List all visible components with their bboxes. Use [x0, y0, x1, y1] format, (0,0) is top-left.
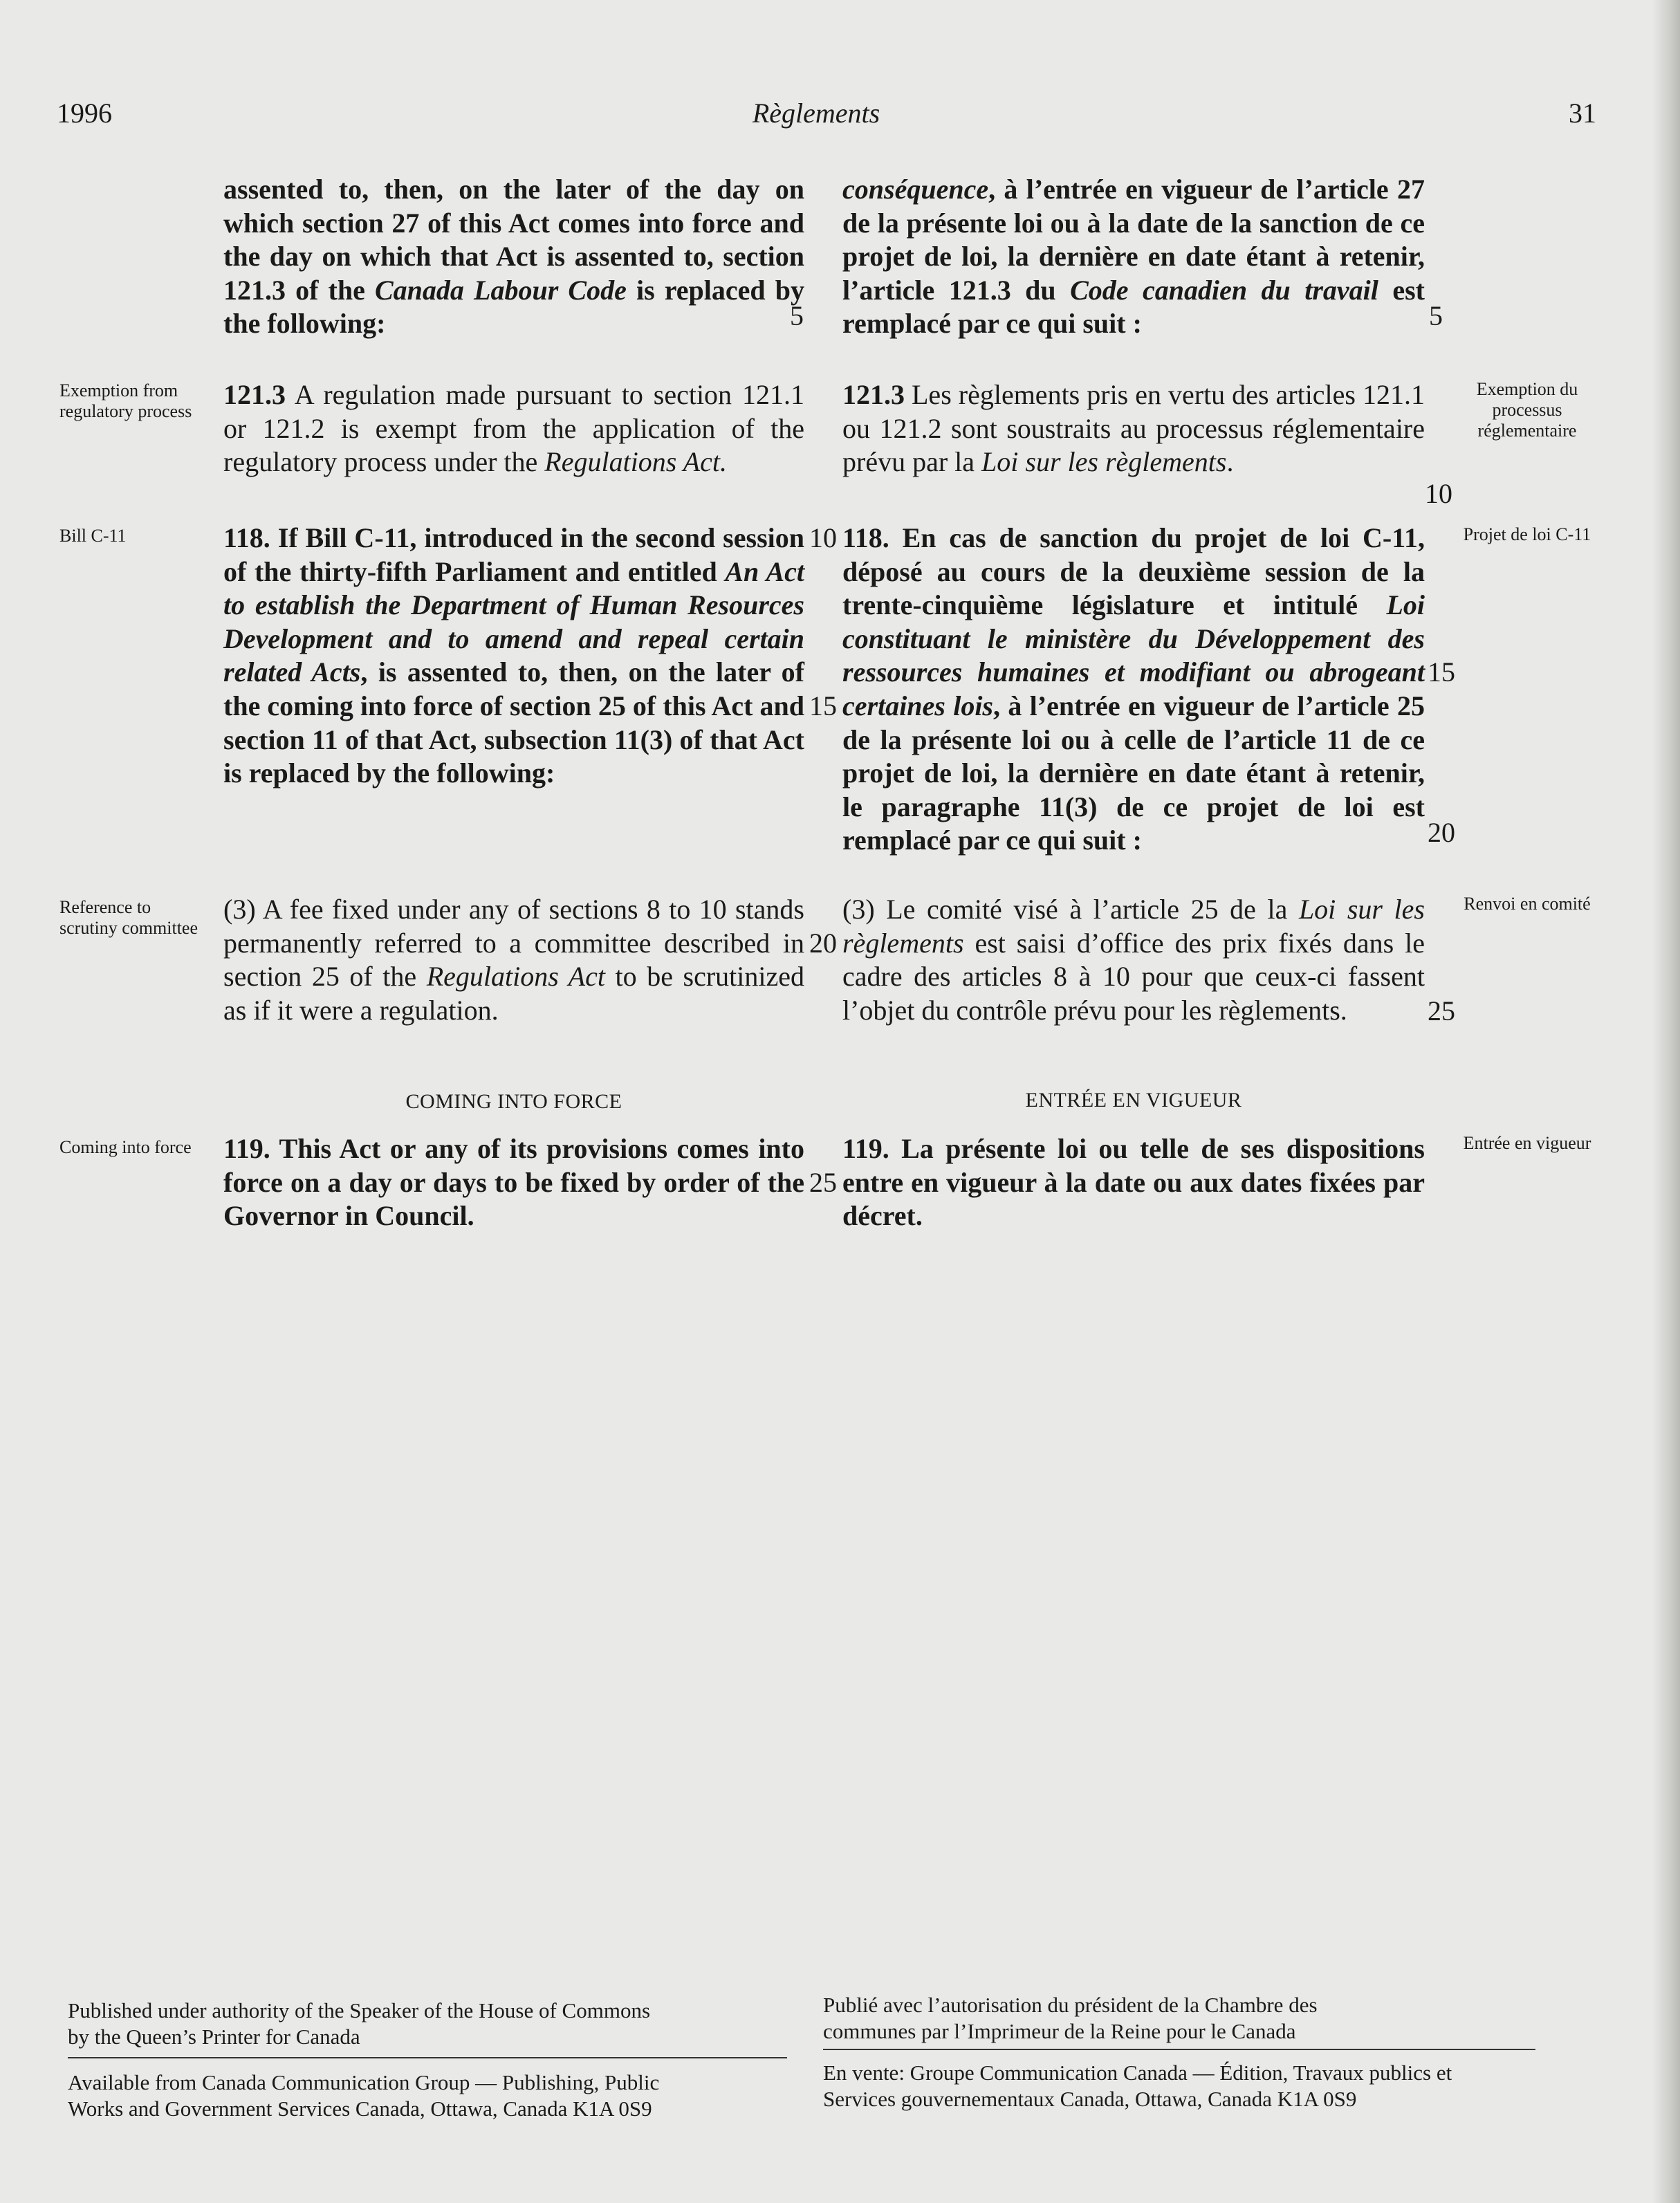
text-run: to be scrutinized as if it were a regulation. [223, 961, 804, 1026]
paragraph-en [223, 1132, 804, 1233]
text-run: is replaced by the following: [223, 274, 805, 340]
text-run: Les règlements pris en vertu des articles 121.1 ou 121.2 sont soustraits au processus réglementaire prévu par la [842, 379, 1425, 478]
text-run: Regulations Act [426, 961, 605, 993]
paragraph-en [223, 522, 804, 791]
footer-line: Available from Canada Communication Group — Publishing, Public [68, 2070, 660, 2094]
text-run: 118. En cas de sanction du projet de loi C-11, déposé au cours de la deuxième session de la trente-cinquième législature et intitulé [842, 522, 1425, 621]
margin-note-fr: Entrée en vigueur [1463, 1133, 1591, 1153]
paragraph-en [223, 893, 804, 1027]
text-run: Canada Labour Code [375, 274, 627, 306]
text-run: (3) A fee fixed under any of sections 8 to 10 stands permanently referred to a committee described in section 25 of the [223, 894, 804, 993]
line-number: 10 [809, 522, 837, 553]
footer-availability-en [68, 2070, 659, 2122]
footer-line: Works and Government Services Canada, Ottawa, Canada K1A 0S9 [68, 2096, 652, 2121]
footer-line: by the Queen’s Printer for Canada [68, 2025, 360, 2049]
margin-note-en: Coming into force [59, 1137, 192, 1157]
margin-note-fr: Projet de loi C-11 [1463, 524, 1591, 544]
footer-divider [823, 2049, 1535, 2050]
text-run: An Act to establish the Department of Human Resources Development and to amend and repeal certain related Acts [223, 555, 804, 688]
text-run: . [1226, 446, 1234, 478]
margin-note-en: Reference to scrutiny committee [59, 897, 199, 938]
text-run: 118. If Bill C-11, introduced in the second session of the thirty-fifth Parliament and entitled [223, 522, 804, 587]
footer-divider [68, 2057, 787, 2058]
text-run: (3) Le comité visé à l’article 25 de la [842, 894, 1299, 925]
text-run: , à l’entrée en vigueur de l’article 25 de la présente loi ou à celle de l’article 11 de ce projet de loi, la dernière en date étant à retenir, le paragraphe 11(3) de ce projet de loi est remplacé par ce qui suit : [842, 690, 1425, 856]
paragraph-en [223, 378, 804, 479]
paragraph-fr [842, 522, 1425, 858]
text-run: Loi sur les règlements [981, 446, 1227, 478]
text-run: est remplacé par ce qui suit : [842, 274, 1425, 340]
text-run: assented to, then, on the later of the day on which section 27 of this Act comes into force and the day on which that Act is assented to, section 121.3 of the [223, 174, 804, 306]
text-run: conséquence [842, 174, 989, 205]
text-run: Regulations Act. [544, 446, 727, 478]
margin-note-fr: Exemption du processus réglementaire [1476, 379, 1578, 441]
line-number: 15 [809, 690, 837, 721]
footer-availability-fr [823, 2060, 1452, 2112]
text-run: Code canadien du travail [1070, 274, 1378, 306]
footer-line: En vente: Groupe Communication Canada — Édition, Travaux publics et [823, 2061, 1452, 2085]
header-year: 1996 [57, 98, 112, 129]
line-number: 20 [809, 928, 837, 959]
text-run: Loi sur les règlements [842, 894, 1425, 959]
footer-line: communes par l’Imprimeur de la Reine pour le Canada [823, 2019, 1296, 2043]
footer-publisher-en [68, 1998, 650, 2050]
text-run: , is assented to, then, on the later of the coming into force of section 25 of this Act and section 11 of that Act, subsection 11(3) of that Act is replaced by the following: [223, 656, 804, 789]
text-run: 121.3 [223, 379, 286, 410]
footer-publisher-fr [823, 1992, 1318, 2045]
paragraph-fr [842, 173, 1425, 341]
section-heading-en: COMING INTO FORCE [405, 1090, 622, 1113]
section-heading-fr: ENTRÉE EN VIGUEUR [1025, 1089, 1242, 1112]
line-number: 20 [1428, 817, 1455, 848]
text-run: 121.3 [842, 379, 905, 410]
text-run: 119. This Act or any of its provisions comes into force on a day or days to be fixed by order of the Governor in Council. [223, 1133, 804, 1232]
footer-line: Services gouvernementaux Canada, Ottawa, Canada K1A 0S9 [823, 2087, 1357, 2111]
paragraph-fr [842, 378, 1425, 479]
page-edge-shadow [1652, 0, 1680, 2203]
line-number: 15 [1428, 656, 1455, 688]
line-number: 10 [1425, 478, 1452, 509]
text-run: 119. La présente loi ou telle de ses dispositions entre en vigueur à la date ou aux dates fixées par décret. [842, 1133, 1425, 1232]
paragraph-fr [842, 1132, 1425, 1233]
line-number: 5 [1429, 300, 1443, 331]
header-page-number: 31 [1569, 98, 1596, 129]
margin-note-fr: Renvoi en comité [1464, 894, 1591, 914]
text-run: A regulation made pursuant to section 121.1 or 121.2 is exempt from the application of the regulatory process under the [223, 379, 804, 478]
text-run: , à l’entrée en vigueur de l’article 27 de la présente loi ou à la date de la sanction de ce projet de loi, la dernière en date étant à retenir, l’article 121.3 du [842, 174, 1425, 306]
footer-line: Publié avec l’autorisation du président de la Chambre des [823, 1993, 1318, 2017]
text-run: est saisi d’office des prix fixés dans le cadre des articles 8 à 10 pour que ceux-ci fassent l’objet du contrôle prévu pour les règlements. [842, 927, 1425, 1026]
header-title: Règlements [752, 98, 880, 129]
line-number: 5 [790, 300, 804, 331]
paragraph-fr [842, 893, 1425, 1027]
text-run: Loi constituant le ministère du Développement des ressources humaines et modifiant ou abrogeant certaines lois [842, 589, 1425, 721]
footer-line: Published under authority of the Speaker of the House of Commons [68, 1998, 651, 2022]
line-number: 25 [809, 1167, 837, 1198]
line-number: 25 [1428, 995, 1455, 1026]
margin-note-en: Bill C-11 [59, 526, 127, 546]
margin-note-en: Exemption from regulatory process [59, 380, 192, 421]
paragraph-en [223, 173, 804, 341]
